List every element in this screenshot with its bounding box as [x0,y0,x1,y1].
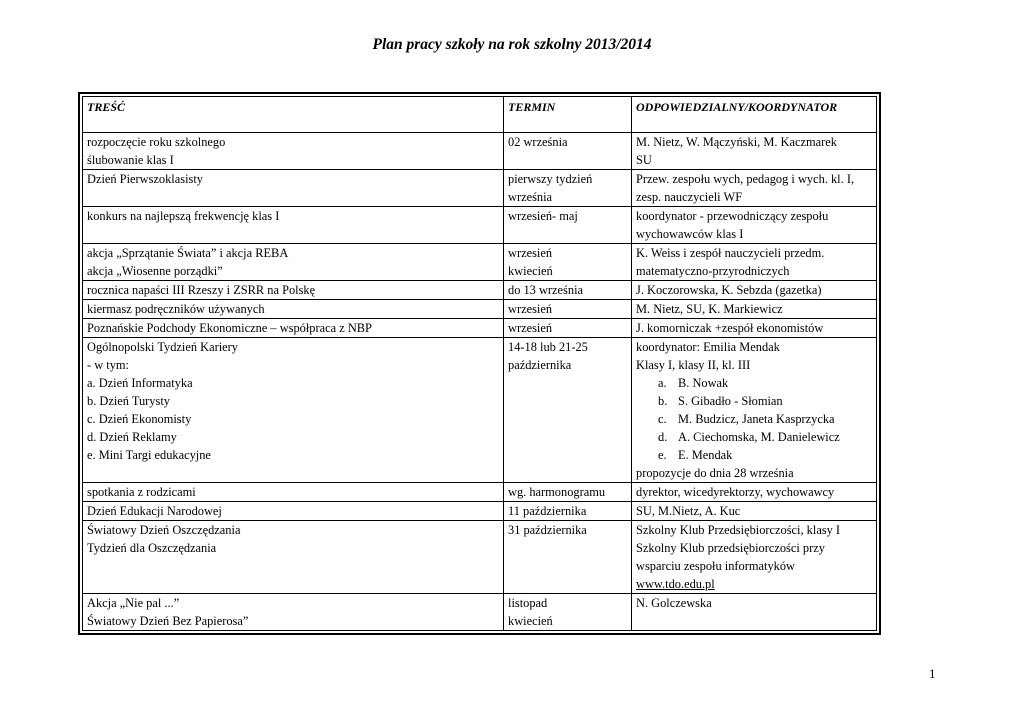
cell-line: SU [636,153,652,167]
cell-line: pierwszy tydzień [508,172,593,186]
cell-line: rozpoczęcie roku szkolnego [87,135,226,149]
cell-line: wsparciu zespołu informatyków [636,559,795,573]
cell-line: 31 października [508,523,587,537]
cell-line: września [508,190,553,204]
page-number: 1 [929,666,936,681]
table-row [83,133,877,170]
cell-line: K. Weiss i zespół nauczycieli przedm. [636,246,825,260]
cell-line: Dzień Pierwszoklasisty [87,172,203,186]
cell-tresc [83,207,504,244]
cell-odpowiedzialny [632,244,877,281]
cell-line: J. Koczorowska, K. Sebzda (gazetka) [636,283,822,297]
cell-line: Tydzień dla Oszczędzania [87,541,217,555]
cell-line: października [508,358,572,372]
table-row [83,521,877,594]
table-row [83,319,877,338]
cell-termin [504,502,632,521]
sub-list-letter: d. [658,430,668,444]
cell-odpowiedzialny [632,207,877,244]
plan-table [82,96,877,631]
cell-line: N. Golczewska [636,596,712,610]
sub-list-text: S. Gibadło - Słomian [678,394,783,408]
table-row [83,281,877,300]
header-odpowiedzialny: ODPOWIEDZIALNY/KOORDYNATOR [632,97,877,133]
cell-line: zesp. nauczycieli WF [636,190,743,204]
cell-line: kwiecień [508,264,553,278]
cell-line: b. Dzień Turysty [87,394,170,408]
cell-termin [504,594,632,631]
cell-odpowiedzialny [632,338,877,483]
cell-line: c. Dzień Ekonomisty [87,412,192,426]
cell-line: Klasy I, klasy II, kl. III [636,358,751,372]
cell-odpowiedzialny [632,300,877,319]
cell-line: kiermasz podręczników używanych [87,302,265,316]
cell-line: wrzesień [508,246,553,260]
cell-termin [504,207,632,244]
cell-line: SU, M.Nietz, A. Kuc [636,504,741,518]
cell-odpowiedzialny [632,483,877,502]
cell-tresc [83,338,504,483]
sub-list-item [636,392,872,410]
cell-line: d. Dzień Reklamy [87,430,177,444]
cell-tresc [83,594,504,631]
sub-list-item [636,374,872,392]
cell-line: - w tym: [87,358,129,372]
cell-line: do 13 września [508,283,584,297]
page-title: Plan pracy szkoły na rok szkolny 2013/2014 [372,36,652,53]
plan-table-frame [78,92,881,635]
sub-list-letter: a. [658,376,667,390]
cell-line: koordynator - przewodniczący zespołu [636,209,829,223]
cell-line: Światowy Dzień Bez Papierosa” [87,614,249,628]
cell-line: M. Nietz, SU, K. Markiewicz [636,302,783,316]
cell-odpowiedzialny [632,133,877,170]
sub-list-text: B. Nowak [678,376,729,390]
sub-list-item [636,446,872,464]
cell-line: koordynator: Emilia Mendak [636,340,780,354]
cell-tresc [83,319,504,338]
table-row [83,502,877,521]
cell-line: spotkania z rodzicami [87,485,196,499]
cell-line: propozycje do dnia 28 września [636,466,794,480]
cell-line: Akcja „Nie pal ...” [87,596,180,610]
table-row [83,338,877,483]
cell-line: Światowy Dzień Oszczędzania [87,523,241,537]
cell-termin [504,281,632,300]
cell-termin [504,170,632,207]
cell-line: wrzesień [508,302,553,316]
cell-termin [504,300,632,319]
table-row [83,244,877,281]
cell-line: wrzesień- maj [508,209,578,223]
cell-termin [504,133,632,170]
table-row [83,483,877,502]
cell-line: 02 września [508,135,568,149]
table-header-row [83,97,877,133]
cell-termin [504,319,632,338]
cell-odpowiedzialny [632,521,877,594]
sub-list-item [636,410,872,428]
table-row [83,170,877,207]
cell-line: Dzień Edukacji Narodowej [87,504,222,518]
cell-tresc [83,502,504,521]
cell-line: ślubowanie klas I [87,153,174,167]
cell-line: 14-18 lub 21-25 [508,340,588,354]
cell-line: matematyczno-przyrodniczych [636,264,790,278]
sub-list-letter: e. [658,448,667,462]
cell-line: Szkolny Klub Przedsiębiorczości, klasy I [636,523,841,537]
header-tresc: TREŚĆ [83,97,504,133]
cell-line: Ogólnopolski Tydzień Kariery [87,340,239,354]
sub-list-text: M. Budzicz, Janeta Kasprzycka [678,412,835,426]
cell-line: wrzesień [508,321,553,335]
cell-tresc [83,244,504,281]
cell-termin [504,521,632,594]
cell-tresc [83,281,504,300]
cell-line: akcja „Wiosenne porządki” [87,264,223,278]
cell-line: Szkolny Klub przedsiębiorczości przy [636,541,825,555]
sub-list-text: A. Ciechomska, M. Danielewicz [678,430,840,444]
cell-line: e. Mini Targi edukacyjne [87,448,211,462]
cell-odpowiedzialny [632,281,877,300]
cell-line: Przew. zespołu wych, pedagog i wych. kl. I, [636,172,855,186]
sub-list-text: E. Mendak [678,448,733,462]
cell-line: kwiecień [508,614,553,628]
cell-line: konkurs na najlepszą frekwencję klas I [87,209,280,223]
cell-line: a. Dzień Informatyka [87,376,193,390]
cell-line: akcja „Sprzątanie Świata” i akcja REBA [87,246,289,260]
cell-termin [504,483,632,502]
cell-tresc [83,483,504,502]
cell-odpowiedzialny [632,319,877,338]
cell-odpowiedzialny [632,502,877,521]
cell-odpowiedzialny [632,594,877,631]
cell-line: M. Nietz, W. Mączyński, M. Kaczmarek [636,135,837,149]
cell-line: 11 października [508,504,587,518]
cell-termin [504,338,632,483]
cell-odpowiedzialny [632,170,877,207]
cell-line: rocznica napaści III Rzeszy i ZSRR na Polskę [87,283,316,297]
cell-line: J. komorniczak +zespół ekonomistów [636,321,824,335]
table-row [83,594,877,631]
table-row [83,300,877,319]
website-link[interactable]: www.tdo.edu.pl [636,577,715,591]
sub-list-letter: b. [658,394,668,408]
sub-list-letter: c. [658,412,667,426]
cell-line: wychowawców klas I [636,227,744,241]
cell-line: listopad [508,596,548,610]
table-row [83,207,877,244]
cell-tresc [83,133,504,170]
cell-tresc [83,521,504,594]
cell-line: Poznańskie Podchody Ekonomiczne – współpraca z NBP [87,321,372,335]
cell-termin [504,244,632,281]
cell-tresc [83,170,504,207]
cell-tresc [83,300,504,319]
cell-line: dyrektor, wicedyrektorzy, wychowawcy [636,485,835,499]
header-termin: TERMIN [504,97,632,133]
cell-line: wg. harmonogramu [508,485,606,499]
sub-list-item [636,428,872,446]
